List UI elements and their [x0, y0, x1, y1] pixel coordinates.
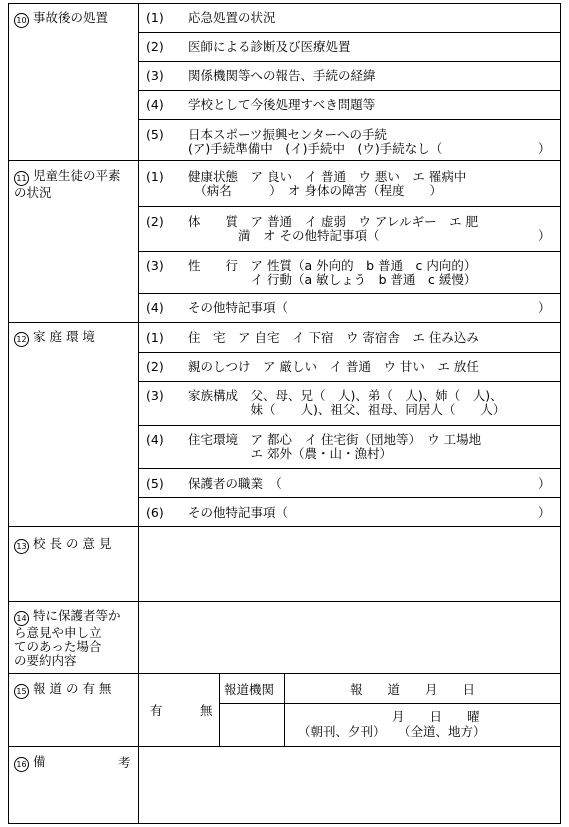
column-divider	[138, 3, 139, 824]
row-divider	[138, 425, 561, 426]
agency-label: 報道機関	[224, 682, 275, 697]
section-label-14: 14 特に保護者等か ら意見や申し立 てのあった場合 の要約内容	[14, 608, 121, 668]
row-divider	[138, 61, 561, 62]
section-number: 15	[14, 684, 29, 699]
row-divider	[138, 381, 561, 382]
row-divider	[138, 119, 561, 120]
section-label-16: 16 備	[14, 755, 134, 772]
row-divider	[138, 497, 561, 498]
section-number: 14	[14, 611, 29, 626]
section-number: 10	[14, 13, 29, 28]
section-number: 12	[14, 332, 29, 347]
principal-opinion-field[interactable]	[139, 527, 560, 600]
section-divider	[8, 322, 561, 323]
guardian-opinion-field[interactable]	[139, 602, 560, 672]
section-number: 13	[14, 539, 29, 554]
report-edition[interactable]: （朝刊、夕刊） （全道、地方）	[298, 724, 486, 739]
section-number: 11	[14, 171, 29, 186]
agency-field[interactable]	[220, 704, 283, 745]
section-label-10: 10 事故後の処置	[14, 11, 134, 28]
section-number: 16	[14, 757, 29, 772]
section-label-11: 11 児童生徒の平素 の状況	[14, 168, 121, 200]
s15-divider	[284, 673, 285, 746]
row-divider	[138, 352, 561, 353]
section-label-12: 12 家 庭 環 境	[14, 330, 134, 347]
report-date-header: 報 道 月 日	[350, 682, 476, 697]
row-divider	[138, 468, 561, 469]
section-label-15: 15 報 道 の 有 無	[14, 682, 134, 699]
row-divider	[138, 251, 561, 252]
row-divider	[138, 206, 561, 207]
row-divider	[138, 32, 561, 33]
remarks-field[interactable]	[139, 747, 560, 823]
section-label-13: 13 校 長 の 意 見	[14, 537, 134, 554]
row-divider	[138, 293, 561, 294]
report-presence-options[interactable]: 有 無	[150, 703, 213, 718]
report-date-row[interactable]: 月 日 曜	[392, 709, 480, 724]
row-divider	[138, 90, 561, 91]
remarks-label-end: 考	[118, 755, 131, 770]
section-divider	[8, 160, 561, 161]
